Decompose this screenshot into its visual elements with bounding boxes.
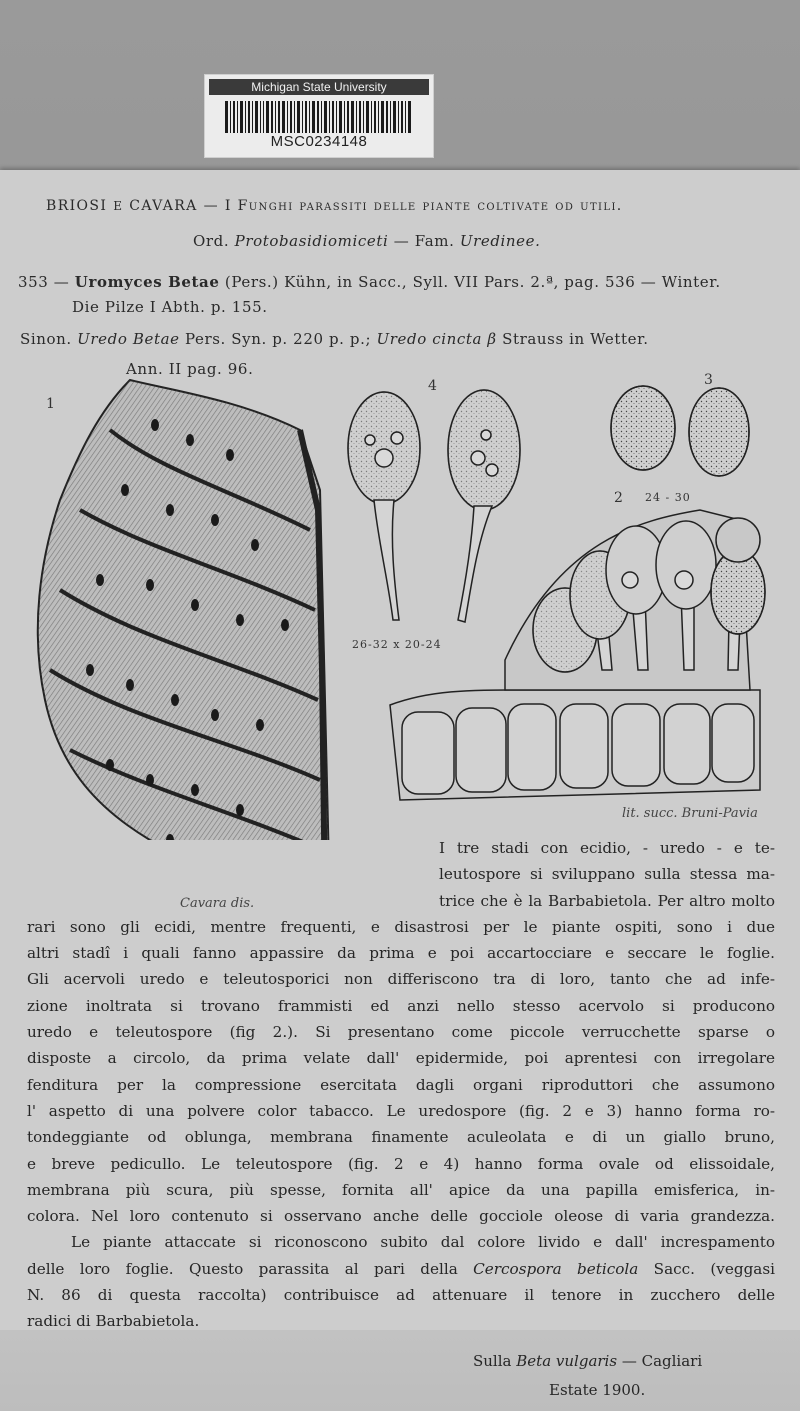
- fig4-label: 4: [428, 378, 437, 394]
- body-line: I tre stadi con ecidio, - uredo - e te-: [439, 839, 775, 857]
- body-line: rari sono gli ecidi, mentre frequenti, e disastrosi per le piante ospiti, sono i due: [27, 917, 775, 936]
- body-line: disposte a circolo, da prima velate dall' epidermide, poi aprentesi con irregolare: [27, 1049, 775, 1068]
- ord-label: Ord.: [193, 232, 230, 250]
- citation-2: Die Pilze I Abth. p. 155.: [72, 298, 268, 316]
- synonym-2: Uredo cincta β: [376, 330, 497, 348]
- fig4-dimensions: 26-32 x 20-24: [352, 638, 442, 651]
- fig3-label: 3: [704, 372, 713, 388]
- fig2-dimensions: 24 - 30: [645, 491, 691, 504]
- header-dash: —: [203, 198, 219, 214]
- author-1: BRIOSI: [46, 198, 108, 214]
- body-line: Gli acervoli uredo e teleutosporici non differiscono tra di loro, tanto che ad infe-: [27, 970, 775, 989]
- body-line: e breve pedicullo. Le teleutospore (fig. 2 e 4) hanno forma ovale od elissoidale,: [27, 1154, 775, 1173]
- sheet-bottom-fold: [0, 1330, 800, 1411]
- series-title: I Funghi parassiti delle piante coltivate od utili.: [224, 198, 623, 214]
- entry-line-1: [18, 273, 721, 291]
- locality-place: — Cagliari: [621, 1352, 703, 1370]
- synonym-line-2: Ann. II pag. 96.: [126, 360, 254, 378]
- body-line: membrana più scura, più spesse, fornita all' apice da una papilla emisferica, in-: [27, 1180, 775, 1199]
- entry-number: 353 —: [18, 273, 70, 291]
- fig1-label: 1: [46, 396, 55, 412]
- sinon-label: Sinon.: [20, 330, 72, 348]
- synonym-2-ref: Strauss in Wetter.: [502, 330, 649, 348]
- body-line: N. 86 di questa raccolta) contribuisce ad attenuare il tenore in zucchero delle: [27, 1286, 775, 1305]
- body-line: altri stadî i quali fanno appassire da prima e poi accartocciare e seccare le foglie.: [27, 944, 775, 963]
- fig2-sorus-section: [390, 510, 765, 800]
- body-line: fenditura per la compressione esercitata dagli organi riproduttori che assumono: [27, 1075, 775, 1094]
- fig4-teleutospores: [348, 390, 520, 622]
- host-prefix: Sulla: [473, 1352, 512, 1370]
- fig3-uredospores: [611, 386, 749, 476]
- body-line: uredo e teleutospore (fig 2.). Si presentano come piccole verrucchette sparse o: [27, 1023, 775, 1042]
- cercospora-name: Cercospora beticola: [473, 1259, 639, 1278]
- fig2-label: 2: [614, 490, 623, 506]
- artist-signature: Cavara dis.: [180, 896, 255, 911]
- lithographer-signature: lit. succ. Bruni-Pavia: [622, 806, 758, 821]
- synonym-1-ref: Pers. Syn. p. 220 p. p.;: [184, 330, 372, 348]
- collection-date: Estate 1900.: [549, 1381, 646, 1399]
- synonym-line: [20, 330, 649, 348]
- series-header: [46, 198, 623, 214]
- body-fragment: delle loro foglie. Questo parassita al pari della: [27, 1259, 458, 1278]
- body-fragment: Sacc. (veggasi: [653, 1259, 775, 1278]
- taxonomy-line: [193, 232, 541, 250]
- barcode-label: [204, 74, 434, 158]
- citation-1: (Pers.) Kühn, in Sacc., Syll. VII Pars. 2.ª, pag. 536 — Winter.: [224, 273, 721, 291]
- body-line-with-species: [27, 1256, 775, 1282]
- host-name: Beta vulgaris: [516, 1352, 618, 1370]
- fam-name: Uredinee.: [459, 232, 541, 250]
- author-join: E: [113, 199, 124, 213]
- institution-name: Michigan State University: [209, 79, 429, 95]
- description-text: [27, 835, 775, 1335]
- body-line: tondeggiante od oblunga, membrana finamente aculeolata e di un giallo bruno,: [27, 1128, 775, 1147]
- synonym-1: Uredo Betae: [77, 330, 180, 348]
- body-line: colora. Nel loro contenuto si osservano anche delle gocciole oleose di varia grandezza.: [27, 1207, 775, 1226]
- body-line: l' aspetto di una polvere color tabacco. Le uredospore (fig. 2 e 3) hanno forma ro-: [27, 1101, 775, 1120]
- fam-label: — Fam.: [393, 232, 455, 250]
- host-locality: [473, 1352, 702, 1370]
- body-line: trice che è la Barbabietola. Per altro molto: [439, 891, 775, 910]
- barcode-id: MSC0234148: [270, 133, 368, 150]
- body-line: Le piante attaccate si riconoscono subito dal colore livido e dall' increspamento: [71, 1233, 775, 1252]
- body-line: zione inoltrata si trovano frammisti ed anzi nello stesso acervolo si producono: [27, 996, 775, 1015]
- body-line: radici di Barbabietola.: [27, 1312, 200, 1331]
- author-2: CAVARA: [129, 198, 198, 214]
- fig1-leaf-drawing: [38, 380, 330, 840]
- barcode-icon: [225, 101, 413, 133]
- illustration-plate: [0, 370, 800, 840]
- body-line: leutospore si sviluppano sulla stessa ma-: [439, 865, 775, 884]
- ord-name: Protobasidiomiceti: [234, 232, 389, 250]
- species-name: Uromyces Betae: [74, 273, 220, 291]
